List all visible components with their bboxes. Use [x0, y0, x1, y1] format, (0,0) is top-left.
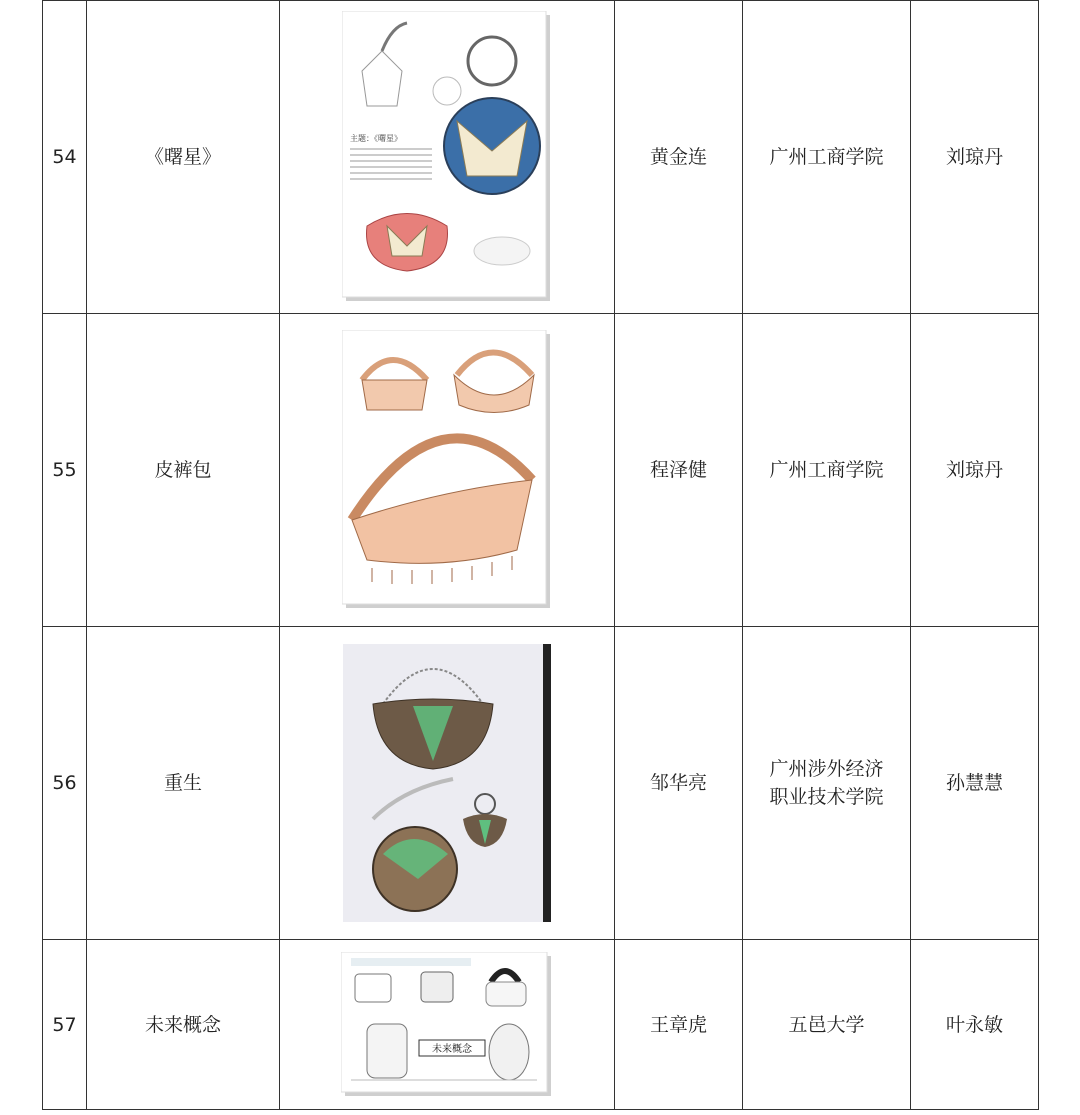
work-title: 皮裤包	[87, 314, 280, 627]
table-row	[43, 940, 1039, 1110]
teacher-name: 刘琼丹	[911, 314, 1039, 627]
school-name: 广州工商学院	[743, 1, 911, 314]
entry-number: 57	[43, 940, 87, 1110]
work-image-cell	[280, 627, 615, 940]
table-row	[43, 627, 1039, 940]
board-title: 未来概念	[432, 1043, 472, 1055]
table-row	[43, 314, 1039, 627]
work-image	[341, 952, 553, 1098]
author-name: 邹华亮	[615, 627, 743, 940]
work-title: 重生	[87, 627, 280, 940]
work-image-cell	[280, 1, 615, 314]
author-name: 程泽健	[615, 314, 743, 627]
work-image-cell	[280, 940, 615, 1110]
teacher-name: 刘琼丹	[911, 1, 1039, 314]
teacher-name: 孙慧慧	[911, 627, 1039, 940]
work-image-cell	[280, 314, 615, 627]
school-name: 广州工商学院	[743, 314, 911, 627]
awards-table	[42, 0, 1039, 1110]
school-name: 五邑大学	[743, 940, 911, 1110]
entry-number: 56	[43, 627, 87, 940]
author-name: 王章虎	[615, 940, 743, 1110]
teacher-name: 叶永敏	[911, 940, 1039, 1110]
author-name: 黄金连	[615, 1, 743, 314]
school-name: 广州涉外经济 职业技术学院	[743, 627, 911, 940]
sheet-caption-title: 主题：《曙星》	[350, 134, 402, 143]
work-title: 《曙星》	[87, 1, 280, 314]
entry-number: 55	[43, 314, 87, 627]
work-image	[342, 11, 552, 303]
entry-number: 54	[43, 1, 87, 314]
work-image	[342, 330, 552, 610]
work-title: 未来概念	[87, 940, 280, 1110]
work-image	[343, 644, 551, 922]
table-row	[43, 1, 1039, 314]
